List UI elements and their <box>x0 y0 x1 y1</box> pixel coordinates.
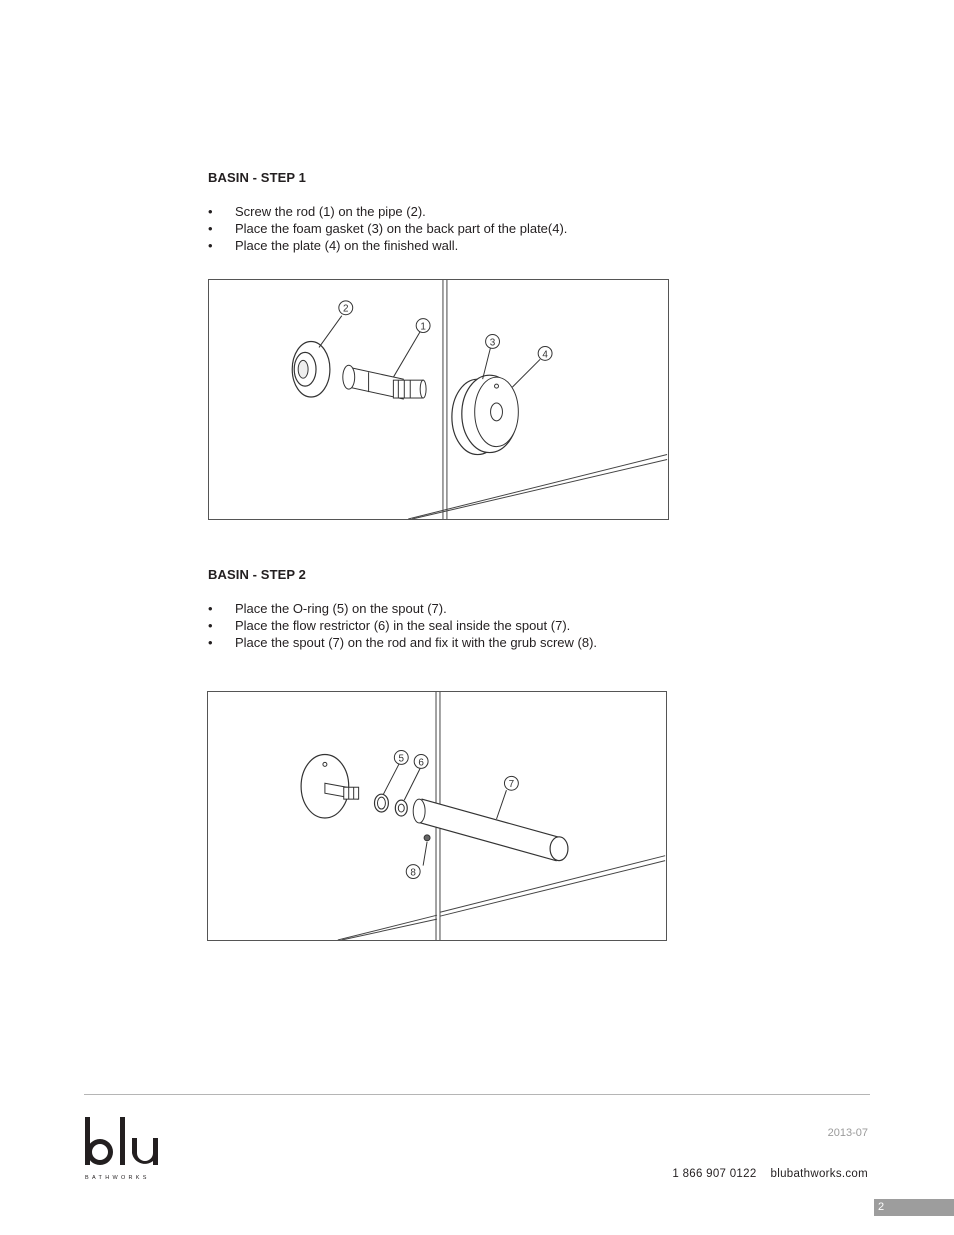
svg-text:2: 2 <box>343 303 349 315</box>
list-item: • Place the foam gasket (3) on the back part of the plate(4). <box>208 221 568 236</box>
step1-illustration <box>208 279 669 520</box>
step2-heading: BASIN - STEP 2 <box>208 567 306 582</box>
bullet-icon: • <box>208 618 213 633</box>
svg-text:5: 5 <box>398 753 405 765</box>
svg-text:BATHWORKS: BATHWORKS <box>85 1175 150 1181</box>
bullet-icon: • <box>208 221 213 236</box>
bullet-icon: • <box>208 601 213 616</box>
svg-text:1: 1 <box>420 321 426 333</box>
callout-4 <box>538 346 552 360</box>
list-item: • Screw the rod (1) on the pipe (2). <box>208 204 426 219</box>
phone-number: 1 866 907 0122 <box>672 1168 757 1180</box>
list-item: • Place the flow restrictor (6) in the seal inside the spout (7). <box>208 618 571 633</box>
callout-1 <box>416 319 430 333</box>
step1-instructions <box>208 203 567 254</box>
page-number: 2 <box>874 1199 954 1216</box>
svg-text:6: 6 <box>418 757 424 769</box>
footer-divider <box>84 1094 870 1095</box>
bullet-icon: • <box>208 238 213 253</box>
callout-2 <box>339 301 353 315</box>
footer-contact <box>672 1168 868 1180</box>
callout-3 <box>486 335 500 349</box>
step1-heading: BASIN - STEP 1 <box>208 170 306 185</box>
svg-text:4: 4 <box>542 349 548 361</box>
bullet-icon: • <box>208 204 213 219</box>
step2-illustration <box>207 691 667 941</box>
bullet-icon: • <box>208 635 213 650</box>
svg-text:7: 7 <box>508 779 515 791</box>
document-date: 2013-07 <box>827 1127 868 1139</box>
step2-instructions <box>208 600 597 651</box>
svg-text:8: 8 <box>410 867 416 879</box>
callout-7 <box>504 776 518 790</box>
website-link[interactable]: blubathworks.com <box>770 1168 868 1180</box>
callout-6 <box>414 754 428 768</box>
callout-5 <box>394 751 408 765</box>
list-item: • Place the O-ring (5) on the spout (7). <box>208 601 447 616</box>
list-item: • Place the plate (4) on the finished wall. <box>208 238 459 253</box>
callout-8 <box>406 865 420 879</box>
list-item: • Place the spout (7) on the rod and fix it with the grub screw (8). <box>208 635 598 650</box>
blu-logo <box>84 1113 164 1181</box>
svg-text:3: 3 <box>489 337 496 349</box>
